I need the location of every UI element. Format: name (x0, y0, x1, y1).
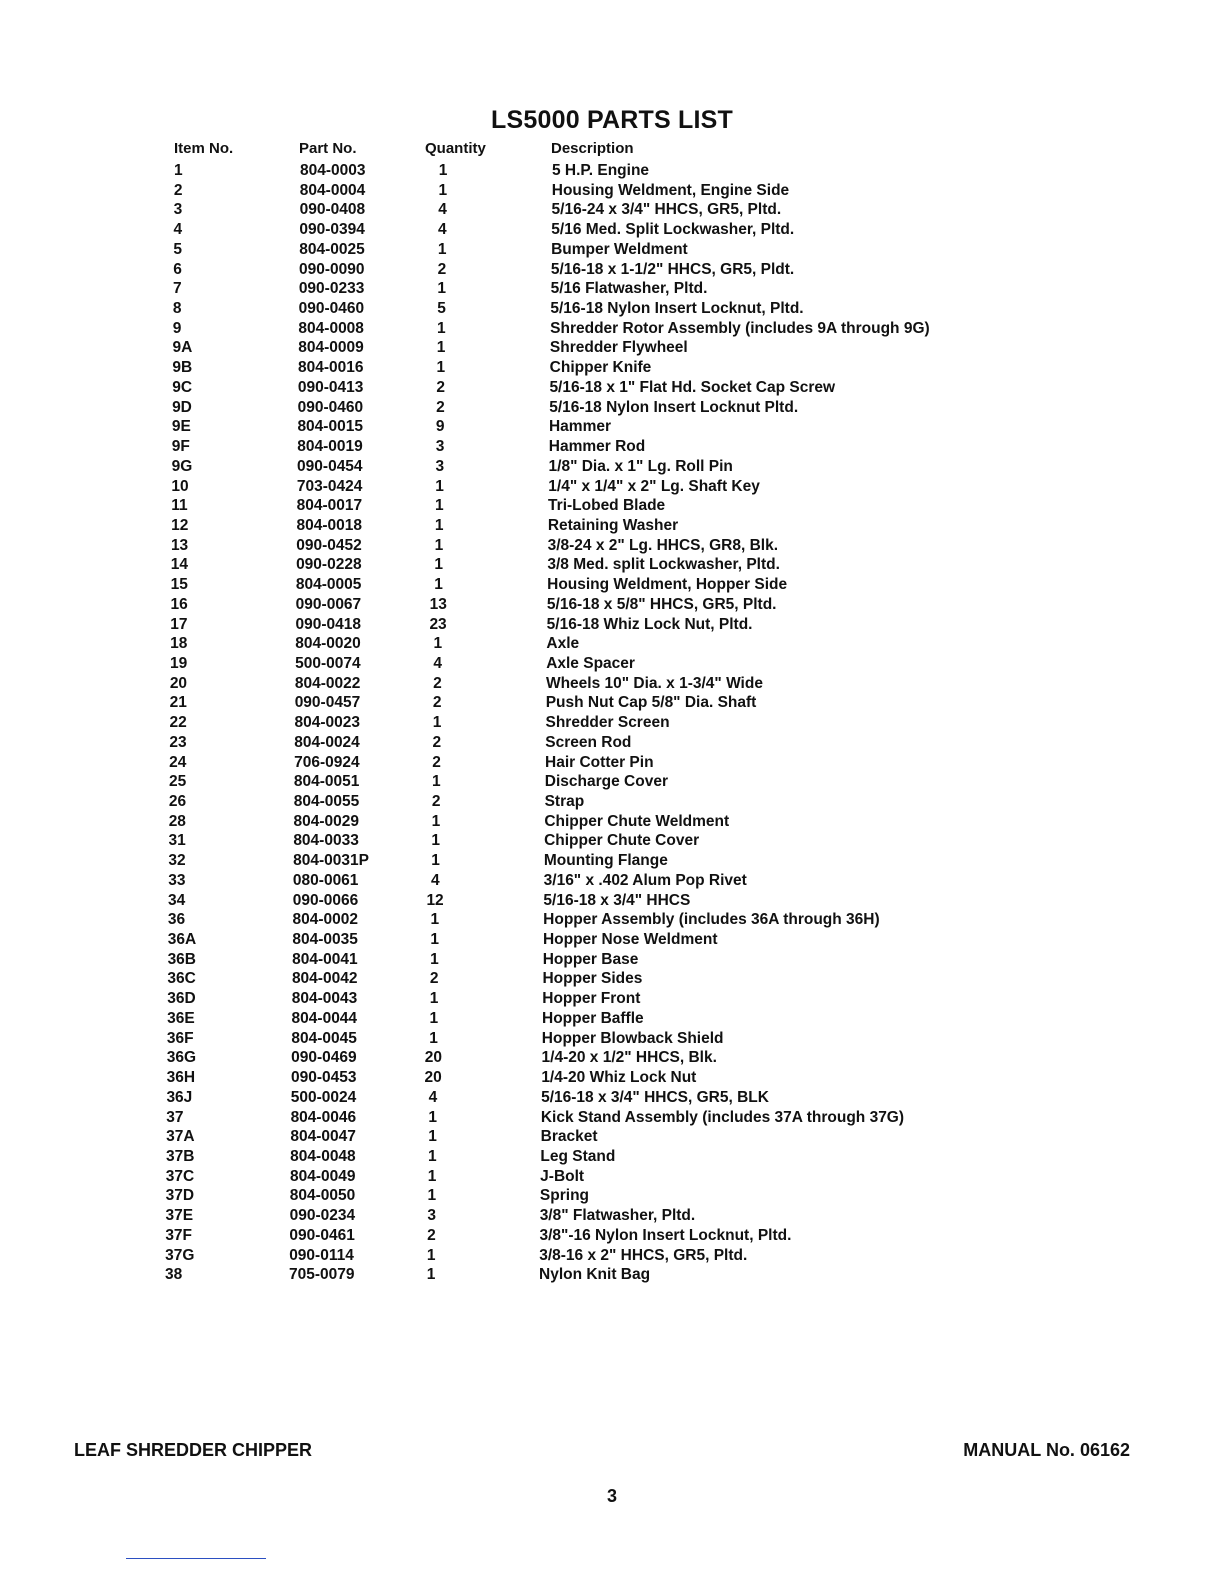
quantity: 1 (432, 714, 442, 732)
description: 5/16-18 x 3/4" HHCS (543, 891, 691, 909)
table-row (0, 674, 1224, 694)
part-number: 090-0114 (289, 1246, 354, 1264)
description: Hopper Blowback Shield (541, 1029, 724, 1047)
description: Axle (546, 635, 580, 653)
item-number: 28 (168, 812, 186, 830)
item-number: 37G (165, 1246, 195, 1264)
description: Housing Weldment, Engine Side (551, 181, 790, 199)
table-row (0, 1186, 1224, 1206)
description: 3/8 Med. split Lockwasher, Pltd. (547, 556, 780, 574)
table-row (0, 930, 1224, 950)
quantity: 4 (430, 871, 440, 889)
item-number: 6 (173, 260, 182, 278)
parts-table (0, 161, 1224, 1285)
item-number: 37D (165, 1187, 195, 1205)
part-number: 090-0469 (291, 1049, 357, 1067)
part-number: 804-0042 (291, 970, 358, 988)
description: Shredder Rotor Assembly (includes 9A through 9G) (550, 319, 930, 337)
item-number: 9 (172, 319, 182, 337)
item-number: 21 (169, 694, 187, 712)
item-number: 36B (167, 950, 196, 968)
table-row (0, 279, 1224, 299)
quantity: 2 (432, 753, 441, 771)
quantity: 1 (426, 1266, 436, 1284)
part-number: 703-0424 (296, 477, 363, 495)
quantity: 1 (430, 911, 440, 929)
description: Axle Spacer (546, 654, 635, 672)
part-number: 804-0048 (290, 1147, 356, 1165)
item-number: 33 (168, 871, 186, 889)
table-row (0, 240, 1224, 260)
table-row (0, 220, 1224, 240)
quantity: 2 (427, 1226, 436, 1244)
table-row (0, 1246, 1224, 1266)
description: Chipper Knife (549, 359, 652, 377)
table-row (0, 1009, 1224, 1029)
item-number: 9F (171, 438, 190, 456)
table-row (0, 1265, 1224, 1285)
part-number: 090-0454 (297, 457, 363, 475)
item-number: 36G (166, 1049, 197, 1067)
description: Discharge Cover (544, 773, 668, 791)
item-number: 37C (165, 1167, 195, 1185)
part-number: 804-0002 (292, 911, 359, 929)
part-number: 804-0031P (293, 852, 369, 870)
description: Retaining Washer (547, 516, 679, 534)
item-number: 36C (167, 970, 196, 988)
table-row (0, 654, 1224, 674)
table-row (0, 575, 1224, 595)
table-row (0, 299, 1224, 319)
item-number: 2 (173, 181, 183, 199)
part-number: 090-0067 (295, 595, 362, 613)
part-number: 500-0024 (290, 1088, 357, 1106)
quantity: 1 (435, 477, 444, 495)
item-number: 11 (171, 497, 188, 515)
item-number: 19 (169, 654, 188, 672)
part-number: 804-0024 (294, 733, 360, 751)
quantity: 1 (427, 1187, 437, 1205)
table-row (0, 851, 1224, 871)
part-number: 804-0033 (293, 832, 359, 850)
item-number: 7 (173, 280, 182, 298)
item-number: 4 (173, 221, 183, 239)
part-number: 804-0008 (298, 319, 364, 337)
item-number: 10 (171, 477, 189, 495)
table-row (0, 812, 1224, 832)
description: 3/8-24 x 2" Lg. HHCS, GR8, Blk. (547, 536, 779, 554)
part-number: 804-0043 (291, 990, 358, 1008)
item-number: 38 (165, 1266, 183, 1284)
column-header-quantity: Quantity (425, 140, 486, 157)
quantity: 1 (431, 832, 441, 850)
item-number: 37A (166, 1128, 195, 1146)
table-row (0, 910, 1224, 930)
table-row (0, 1226, 1224, 1246)
part-number: 804-0004 (299, 181, 366, 199)
table-row (0, 161, 1224, 181)
quantity: 1 (426, 1246, 436, 1264)
quantity: 1 (436, 339, 446, 357)
item-number: 15 (170, 576, 188, 594)
table-row (0, 536, 1224, 556)
table-row (0, 1029, 1224, 1049)
part-number: 804-0025 (299, 240, 365, 258)
part-number: 804-0046 (290, 1108, 357, 1126)
quantity: 1 (430, 931, 439, 949)
quantity: 23 (429, 615, 447, 633)
part-number: 090-0453 (290, 1069, 357, 1087)
quantity: 9 (435, 418, 445, 436)
table-row (0, 1108, 1224, 1128)
item-number: 36E (167, 1009, 195, 1027)
description: 5/16 Flatwasher, Pltd. (550, 280, 708, 298)
part-number: 804-0044 (291, 1009, 358, 1027)
column-header-item: Item No. (174, 140, 234, 157)
quantity: 3 (435, 457, 445, 475)
part-number: 090-0394 (299, 221, 365, 239)
part-number: 705-0079 (289, 1266, 355, 1284)
quantity: 1 (437, 280, 447, 298)
quantity: 2 (437, 260, 447, 278)
description: 1/4-20 x 1/2" HHCS, Blk. (541, 1049, 717, 1067)
quantity: 1 (429, 1009, 439, 1027)
quantity: 2 (436, 398, 445, 416)
part-number: 804-0050 (289, 1187, 356, 1205)
item-number: 31 (168, 832, 186, 850)
item-number: 9E (171, 418, 191, 436)
quantity: 1 (435, 497, 444, 515)
item-number: 23 (169, 733, 187, 751)
part-number: 090-0090 (299, 260, 365, 278)
description: Housing Weldment, Hopper Side (547, 576, 788, 594)
quantity: 2 (432, 694, 442, 712)
table-row (0, 792, 1224, 812)
table-row (0, 457, 1224, 477)
item-number: 9A (172, 339, 193, 357)
blue-underline-mark (126, 1558, 266, 1559)
quantity: 1 (434, 536, 444, 554)
description: Nylon Knit Bag (539, 1266, 651, 1284)
description: Hopper Sides (542, 970, 643, 988)
quantity: 1 (437, 240, 447, 258)
description: 1/4-20 Whiz Lock Nut (541, 1069, 697, 1087)
table-row (0, 772, 1224, 792)
quantity: 1 (427, 1167, 437, 1185)
item-number: 16 (170, 595, 188, 613)
quantity: 20 (424, 1049, 442, 1067)
item-number: 36J (166, 1088, 193, 1106)
table-row (0, 378, 1224, 398)
table-row (0, 733, 1224, 753)
quantity: 12 (426, 891, 444, 909)
quantity: 4 (428, 1088, 438, 1106)
description: J-Bolt (540, 1167, 585, 1185)
quantity: 4 (433, 654, 442, 672)
quantity: 1 (436, 359, 446, 377)
item-number: 8 (172, 300, 182, 318)
table-row (0, 181, 1224, 201)
description: Bumper Weldment (551, 240, 688, 258)
item-number: 37F (165, 1226, 193, 1244)
table-row (0, 713, 1224, 733)
quantity: 13 (429, 595, 447, 613)
table-row (0, 398, 1224, 418)
description: 5 H.P. Engine (552, 162, 650, 179)
table-row (0, 891, 1224, 911)
item-number: 37E (165, 1207, 194, 1225)
item-number: 12 (171, 516, 189, 534)
item-number: 32 (168, 852, 186, 870)
part-number: 804-0009 (298, 339, 364, 357)
description: Kick Stand Assembly (includes 37A through 37G) (540, 1108, 905, 1126)
table-row (0, 319, 1224, 339)
table-row (0, 417, 1224, 437)
item-number: 34 (168, 891, 186, 909)
part-number: 804-0035 (292, 931, 358, 949)
item-number: 25 (169, 773, 187, 791)
description: 5/16 Med. Split Lockwasher, Pltd. (551, 221, 795, 239)
page-title: LS5000 PARTS LIST (491, 106, 733, 134)
quantity: 2 (432, 733, 442, 751)
quantity: 1 (436, 319, 446, 337)
description: 3/8" Flatwasher, Pltd. (539, 1207, 696, 1225)
table-row (0, 989, 1224, 1009)
quantity: 1 (431, 852, 440, 870)
table-row (0, 338, 1224, 358)
table-row (0, 871, 1224, 891)
table-row (0, 831, 1224, 851)
description: Shredder Flywheel (549, 339, 688, 357)
description: 5/16-18 x 1" Flat Hd. Socket Cap Screw (549, 378, 836, 396)
description: Mounting Flange (543, 852, 668, 870)
description: 5/16-18 Nylon Insert Locknut, Pltd. (550, 300, 804, 318)
description: Strap (544, 793, 585, 810)
table-row (0, 1088, 1224, 1108)
part-number: 804-0047 (290, 1128, 356, 1146)
part-number: 090-0413 (297, 378, 364, 396)
table-row (0, 555, 1224, 575)
table-row (0, 358, 1224, 378)
table-row (0, 1127, 1224, 1147)
item-number: 20 (169, 674, 188, 692)
table-row (0, 1068, 1224, 1088)
quantity: 3 (435, 438, 445, 456)
item-number: 1 (174, 162, 183, 179)
part-number: 804-0018 (296, 516, 362, 534)
part-number: 804-0045 (291, 1029, 357, 1047)
table-row (0, 969, 1224, 989)
quantity: 2 (431, 793, 441, 810)
description: Hopper Front (542, 990, 641, 1008)
item-number: 36H (166, 1069, 196, 1087)
part-number: 090-0418 (295, 615, 361, 633)
description: Hammer (548, 418, 611, 436)
table-row (0, 1147, 1224, 1167)
item-number: 37 (166, 1108, 184, 1126)
footer-manual-number: MANUAL No. 06162 (963, 1440, 1130, 1460)
description: 1/8" Dia. x 1" Lg. Roll Pin (548, 457, 733, 475)
description: 1/4" x 1/4" x 2" Lg. Shaft Key (548, 477, 760, 495)
part-number: 080-0061 (292, 871, 359, 889)
part-number: 090-0461 (289, 1226, 355, 1244)
item-number: 36D (167, 990, 196, 1008)
item-number: 36F (166, 1029, 194, 1047)
quantity: 5 (437, 300, 446, 318)
quantity: 1 (438, 181, 448, 199)
table-row (0, 437, 1224, 457)
part-number: 804-0029 (293, 812, 360, 830)
part-number: 804-0003 (300, 162, 366, 179)
quantity: 4 (438, 201, 447, 219)
part-number: 804-0005 (295, 576, 362, 594)
description: Shredder Screen (545, 714, 670, 732)
quantity: 2 (429, 970, 439, 988)
description: Spring (539, 1187, 590, 1205)
quantity: 3 (427, 1207, 436, 1225)
part-number: 804-0022 (294, 674, 361, 692)
table-row (0, 634, 1224, 654)
description: Leg Stand (540, 1147, 616, 1165)
description: Chipper Chute Weldment (544, 812, 730, 830)
description: Push Nut Cap 5/8" Dia. Shaft (545, 694, 757, 712)
table-row (0, 693, 1224, 713)
quantity: 1 (431, 812, 441, 830)
part-number: 804-0020 (295, 635, 361, 653)
column-header-part: Part No. (299, 140, 357, 157)
column-header-description: Description (551, 140, 634, 157)
quantity: 1 (428, 1128, 437, 1146)
description: 5/16-18 x 1-1/2" HHCS, GR5, Pldt. (550, 260, 795, 278)
part-number: 090-0457 (294, 694, 361, 712)
part-number: 090-0233 (298, 280, 365, 298)
part-number: 090-0066 (292, 891, 359, 909)
description: Hopper Base (542, 950, 639, 968)
item-number: 18 (170, 635, 188, 653)
item-number: 22 (169, 714, 187, 732)
table-row (0, 477, 1224, 497)
part-number: 804-0016 (298, 359, 364, 377)
item-number: 3 (173, 201, 183, 219)
part-number: 804-0041 (292, 950, 358, 968)
description: 5/16-18 Whiz Lock Nut, Pltd. (546, 615, 753, 633)
description: Tri-Lobed Blade (548, 497, 666, 515)
quantity: 1 (438, 162, 448, 179)
item-number: 37B (165, 1147, 195, 1165)
quantity: 4 (438, 221, 447, 239)
part-number: 090-0408 (299, 201, 366, 219)
item-number: 13 (170, 536, 189, 554)
part-number: 804-0017 (296, 497, 363, 515)
part-number: 500-0074 (295, 654, 361, 672)
item-number: 5 (173, 240, 182, 258)
description: 3/8"-16 Nylon Insert Locknut, Pltd. (539, 1226, 792, 1244)
quantity: 1 (429, 1029, 438, 1047)
part-number: 090-0460 (298, 300, 365, 318)
quantity: 1 (434, 576, 443, 594)
quantity: 1 (433, 635, 443, 653)
description: Screen Rod (545, 733, 632, 751)
part-number: 804-0019 (297, 438, 363, 456)
description: 3/8-16 x 2" HHCS, GR5, Pltd. (539, 1246, 748, 1264)
description: 3/16" x .402 Alum Pop Rivet (543, 871, 747, 889)
quantity: 1 (434, 516, 444, 534)
table-row (0, 753, 1224, 773)
table-row (0, 595, 1224, 615)
part-number: 090-0234 (289, 1207, 356, 1225)
item-number: 9B (172, 359, 193, 377)
description: Bracket (540, 1128, 598, 1146)
description: Chipper Chute Cover (544, 832, 700, 850)
table-row (0, 1048, 1224, 1068)
description: 5/16-24 x 3/4" HHCS, GR5, Pltd. (551, 201, 782, 219)
quantity: 1 (432, 773, 441, 791)
table-row (0, 950, 1224, 970)
quantity: 1 (428, 1108, 438, 1126)
table-row (0, 1206, 1224, 1226)
table-row (0, 496, 1224, 516)
part-number: 090-0228 (296, 556, 362, 574)
description: 5/16-18 x 5/8" HHCS, GR5, Pltd. (546, 595, 777, 613)
description: Hammer Rod (548, 438, 646, 456)
table-row (0, 615, 1224, 635)
part-number: 706-0924 (294, 753, 360, 771)
part-number: 804-0049 (289, 1167, 356, 1185)
footer-product-name: LEAF SHREDDER CHIPPER (74, 1440, 313, 1460)
part-number: 804-0023 (294, 714, 361, 732)
item-number: 17 (170, 615, 188, 633)
quantity: 1 (429, 990, 439, 1008)
table-row (0, 260, 1224, 280)
description: Hair Cotter Pin (545, 753, 654, 771)
item-number: 24 (169, 753, 187, 771)
description: Hopper Nose Weldment (542, 931, 718, 949)
description: 5/16-18 x 3/4" HHCS, GR5, BLK (541, 1088, 769, 1106)
table-row (0, 1167, 1224, 1187)
item-number: 9C (172, 378, 193, 396)
description: Hopper Baffle (542, 1009, 644, 1027)
part-number: 804-0055 (293, 793, 360, 810)
quantity: 1 (434, 556, 444, 574)
item-number: 9G (171, 457, 193, 475)
description: Wheels 10" Dia. x 1-3/4" Wide (545, 674, 763, 692)
part-number: 804-0051 (293, 773, 360, 791)
quantity: 20 (424, 1069, 442, 1087)
table-row (0, 200, 1224, 220)
part-number: 090-0460 (297, 398, 364, 416)
table-row (0, 516, 1224, 536)
item-number: 9D (172, 398, 192, 416)
page-number: 3 (606, 1486, 617, 1506)
item-number: 36A (167, 931, 197, 949)
description: 5/16-18 Nylon Insert Locknut Pltd. (549, 398, 799, 416)
item-number: 14 (170, 556, 189, 574)
quantity: 1 (427, 1147, 437, 1165)
item-number: 26 (168, 793, 187, 810)
quantity: 1 (430, 950, 439, 968)
quantity: 2 (436, 378, 445, 396)
part-number: 090-0452 (296, 536, 362, 554)
table-header (0, 140, 1224, 162)
item-number: 36 (167, 911, 186, 929)
description: Hopper Assembly (includes 36A through 36H) (543, 911, 880, 929)
quantity: 2 (433, 674, 442, 692)
part-number: 804-0015 (297, 418, 363, 436)
